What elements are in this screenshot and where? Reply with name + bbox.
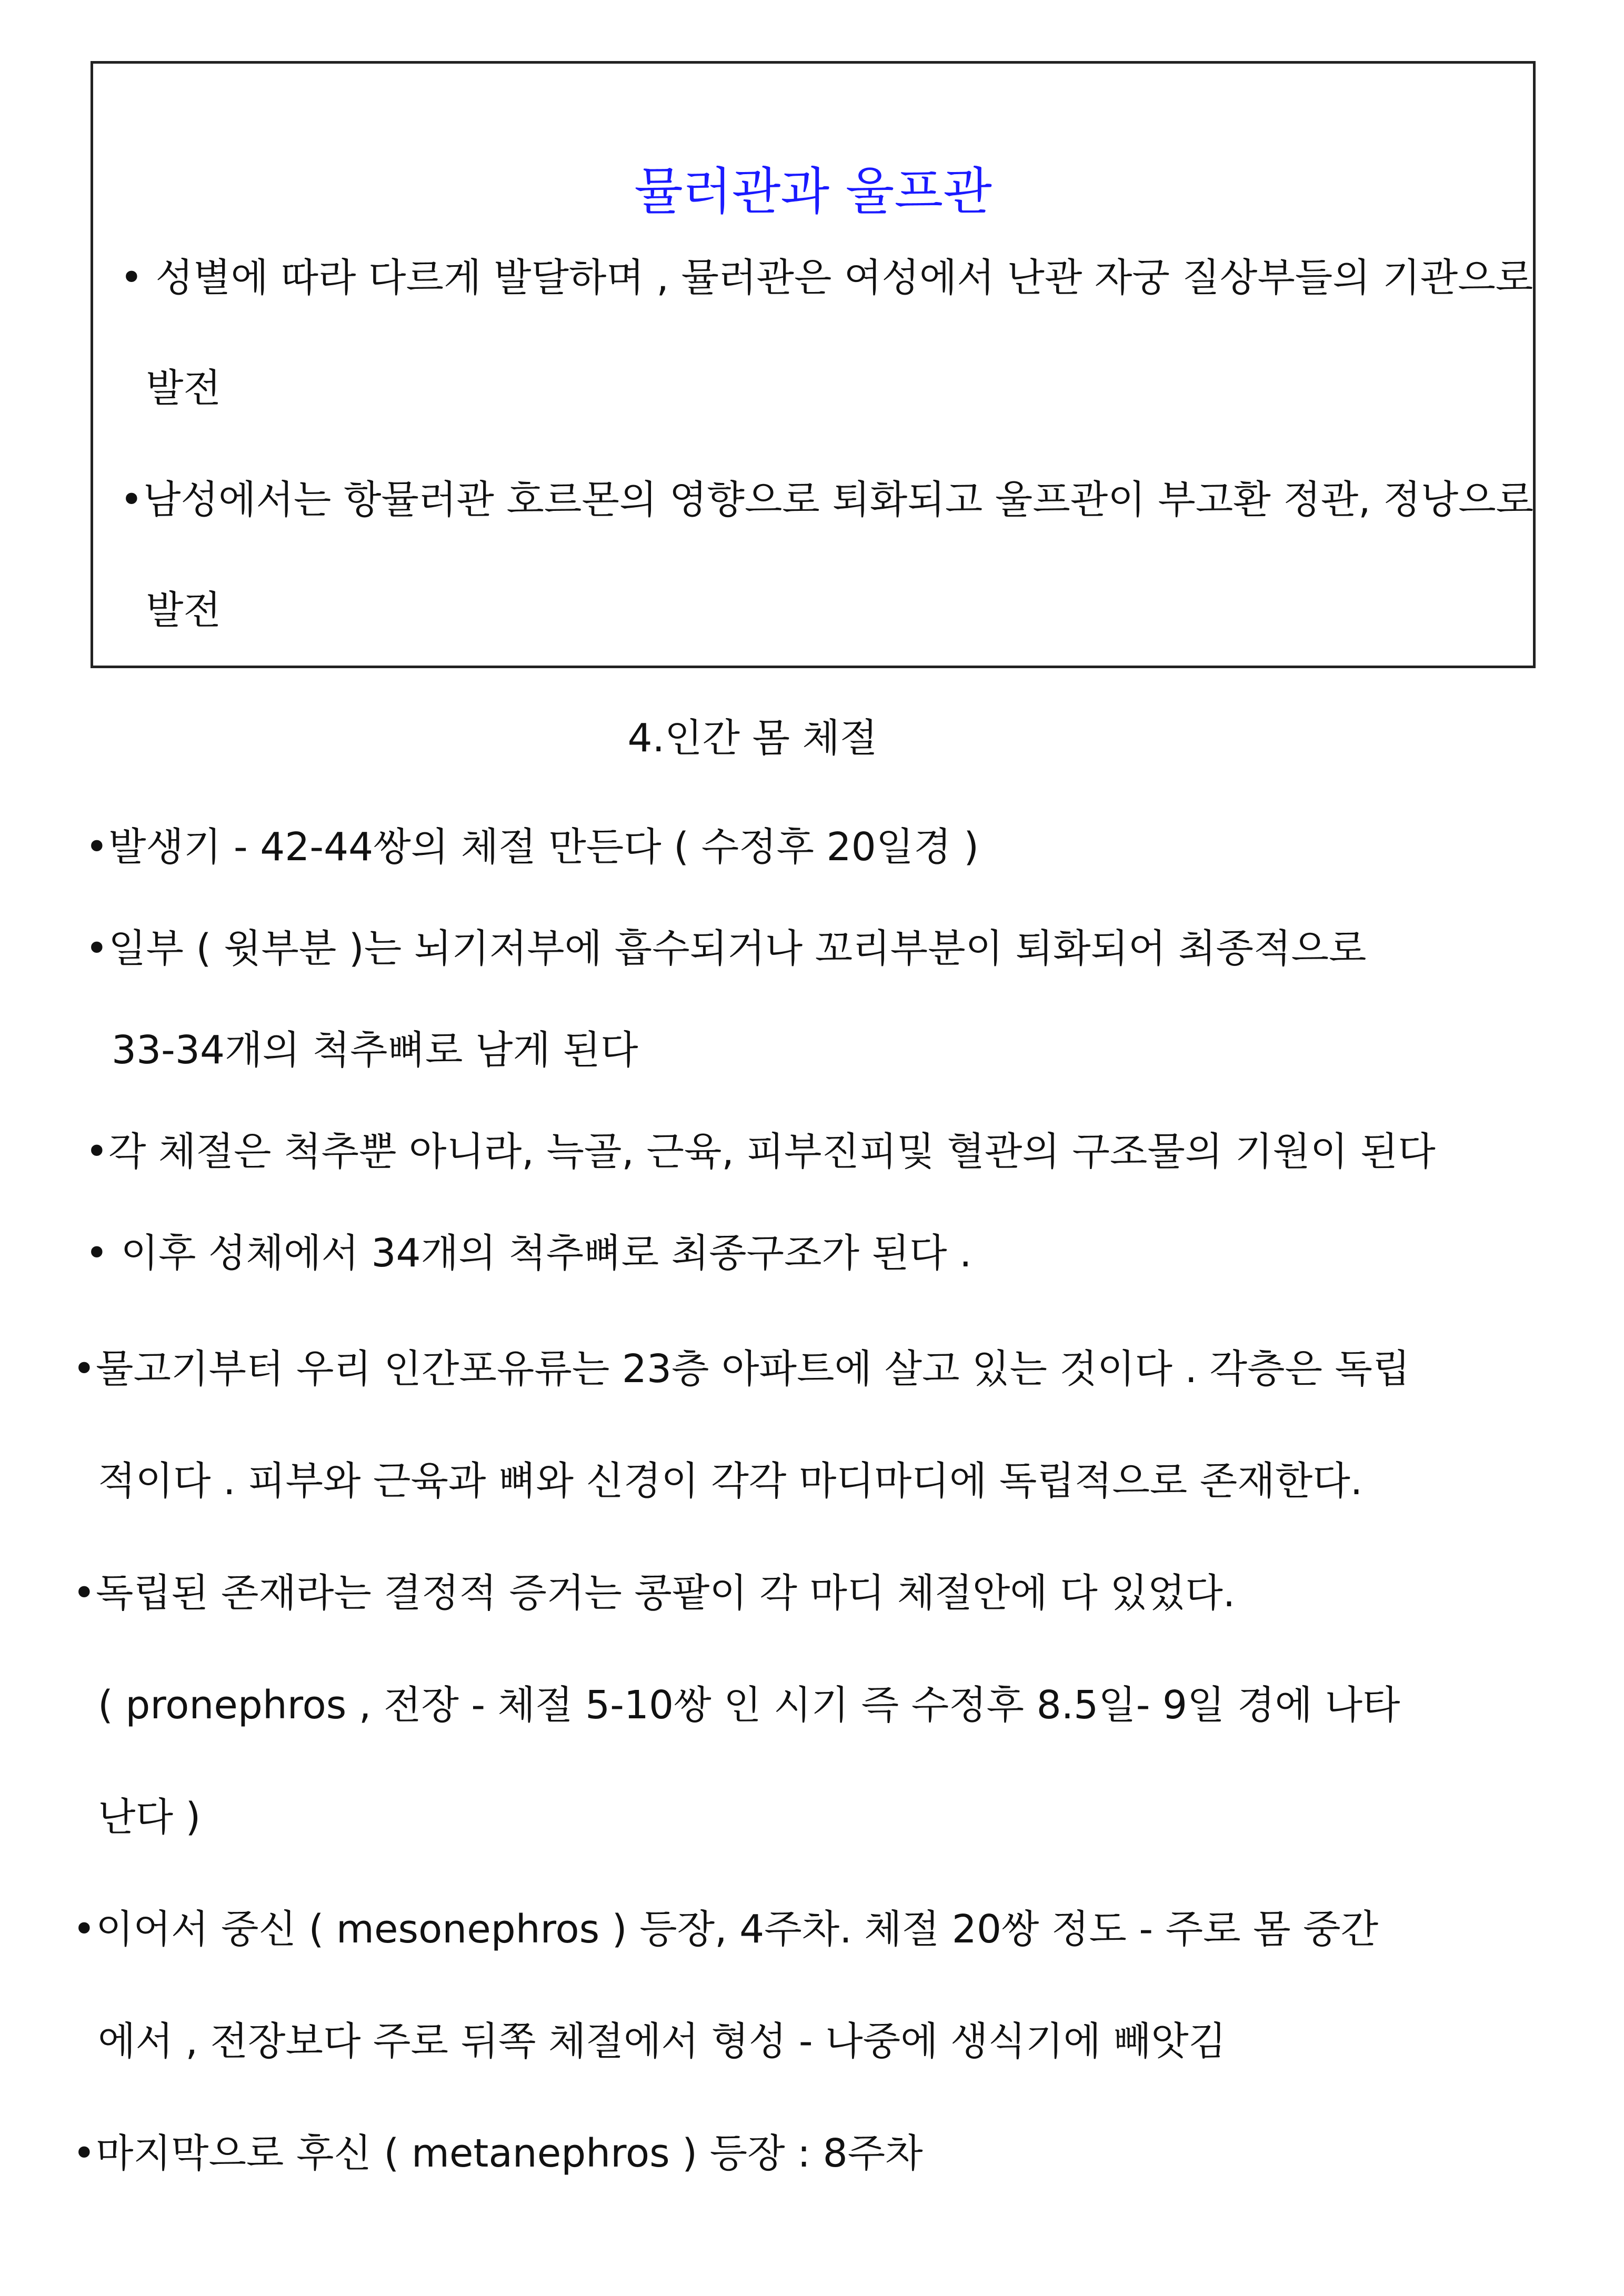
section-item-1: •발생기 - 42-44쌍의 체절 만든다 ( 수정후 20일경 ) (85, 824, 979, 870)
bullet-icon: • (85, 1231, 108, 1276)
box-item-2-line-2: 발전 (146, 588, 221, 633)
summary-box (91, 61, 1536, 668)
section-item-8: •마지막으로 후신 ( metanephros ) 등장 : 8주차 (73, 2131, 923, 2176)
box-item-1-line-2: 발전 (146, 366, 221, 411)
section-item-3: •각 체절은 척추뿐 아니라, 늑골, 근육, 피부진피및 혈관의 구조물의 기원이 된다 (85, 1129, 1436, 1174)
section-item-2-line-2: 33-34개의 척추뼈로 남게 된다 (112, 1028, 638, 1073)
section-item-6-line-3: 난다 ) (98, 1795, 201, 1840)
box-item-1-line-1: • 성별에 따라 다르게 발달하며 , 뮬러관은 여성에서 난관 자궁 질상부들의 기관으로 (120, 255, 1533, 300)
section-item-6-line-2: ( pronephros , 전장 - 체절 5-10쌍 인 시기 즉 수정후 8.5일- 9일 경에 나타 (98, 1683, 1400, 1728)
section-item-7-line-1: •이어서 중신 ( mesonephros ) 등장, 4주차. 체절 20쌍 정도 - 주로 몸 중간 (73, 1907, 1379, 1952)
bullet-icon: • (120, 255, 143, 300)
bullet-icon: • (73, 1570, 96, 1616)
section-item-5-line-1: •물고기부터 우리 인간포유류는 23층 아파트에 살고 있는 것이다 . 각층은 독립 (73, 1346, 1410, 1392)
section-item-2-line-1: •일부 ( 윗부분 )는 뇌기저부에 흡수되거나 꼬리부분이 퇴화되어 최종적으로 (85, 926, 1367, 971)
section-item-4: • 이후 성체에서 34개의 척추뼈로 최종구조가 된다 . (85, 1231, 972, 1276)
bullet-icon: • (73, 1346, 96, 1392)
section-item-7-line-2: 에서 , 전장보다 주로 뒤쪽 체절에서 형성 - 나중에 생식기에 빼앗김 (98, 2019, 1227, 2064)
bullet-icon: • (85, 926, 108, 971)
bullet-icon: • (85, 824, 108, 870)
section-item-5-line-2: 적이다 . 피부와 근육과 뼈와 신경이 각각 마디마디에 독립적으로 존재한다. (98, 1458, 1363, 1504)
bullet-icon: • (73, 1907, 96, 1952)
section-title: 4.인간 몸 체절 (627, 716, 878, 761)
box-title: 뮬러관과 울프관 (634, 162, 992, 221)
bullet-icon: • (73, 2131, 96, 2176)
box-item-2-line-1: •남성에서는 항뮬러관 호르몬의 영향으로 퇴화되고 울프관이 부고환 정관, 정낭으로 (120, 477, 1534, 522)
bullet-icon: • (85, 1129, 108, 1174)
section-item-6-line-1: •독립된 존재라는 결정적 증거는 콩팥이 각 마디 체절안에 다 있었다. (73, 1570, 1236, 1616)
bullet-icon: • (120, 477, 143, 522)
